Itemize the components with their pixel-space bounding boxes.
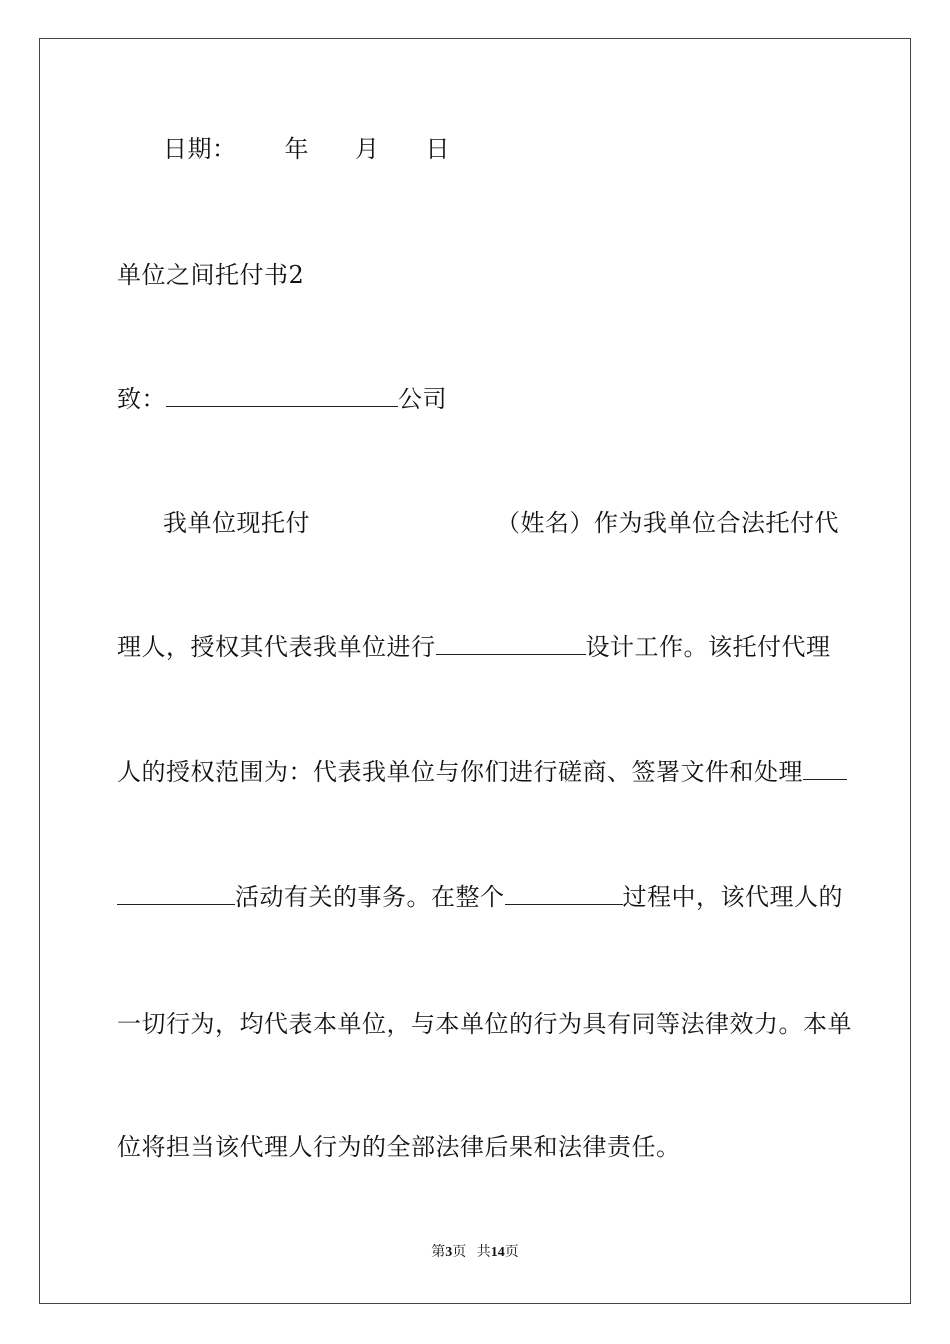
page-footer (0, 1244, 950, 1262)
matter-blank-1 (803, 759, 847, 780)
footer-page-number: 3 (445, 1245, 453, 1260)
document-title: 单位之间托付书2 (117, 261, 305, 289)
footer-total-suffix: 页 (504, 1245, 519, 1260)
footer-total-number: 14 (490, 1245, 505, 1260)
para-line-4-b: 过程中，该代理人的 (622, 883, 843, 911)
para-line-2-a: 理人，授权其代表我单位进行 (117, 633, 436, 661)
para-line-4 (117, 882, 843, 912)
footer-page-prefix: 第 (431, 1245, 446, 1260)
para-line-1-b: （姓名）作为我单位合法托付代 (496, 509, 839, 537)
matter-blank-2 (117, 884, 235, 905)
addressee-line (117, 384, 447, 414)
para-line-4-a: 活动有关的事务。在整个 (235, 883, 505, 911)
para-line-5: 一切行为，均代表本单位，与本单位的行为具有同等法律效力。本单 (117, 1010, 852, 1038)
para-line-1-a: 我单位现托付 (163, 509, 310, 537)
para-line-2-b: 设计工作。该托付代理 (585, 633, 831, 661)
page-border (39, 38, 911, 1304)
para-line-2 (117, 632, 831, 662)
para-line-1 (163, 508, 839, 538)
date-month: 月 (355, 135, 380, 163)
addressee-suffix: 公司 (398, 385, 447, 413)
date-line (163, 134, 450, 164)
work-blank (436, 634, 586, 655)
process-blank (505, 884, 623, 905)
para-line-6: 位将担当该代理人行为的全部法律后果和法律责任。 (117, 1133, 681, 1161)
para-line-3 (117, 757, 847, 787)
date-year: 年 (284, 135, 309, 163)
date-day: 日 (425, 135, 450, 163)
date-label: 日期： (163, 135, 237, 163)
para-line-3-a: 人的授权范围为：代表我单位与你们进行磋商、签署文件和处理 (117, 758, 803, 786)
footer-page-suffix: 页 (452, 1245, 467, 1260)
footer-total-prefix: 共 (476, 1245, 491, 1260)
addressee-prefix: 致： (117, 385, 166, 413)
company-blank (166, 386, 398, 407)
